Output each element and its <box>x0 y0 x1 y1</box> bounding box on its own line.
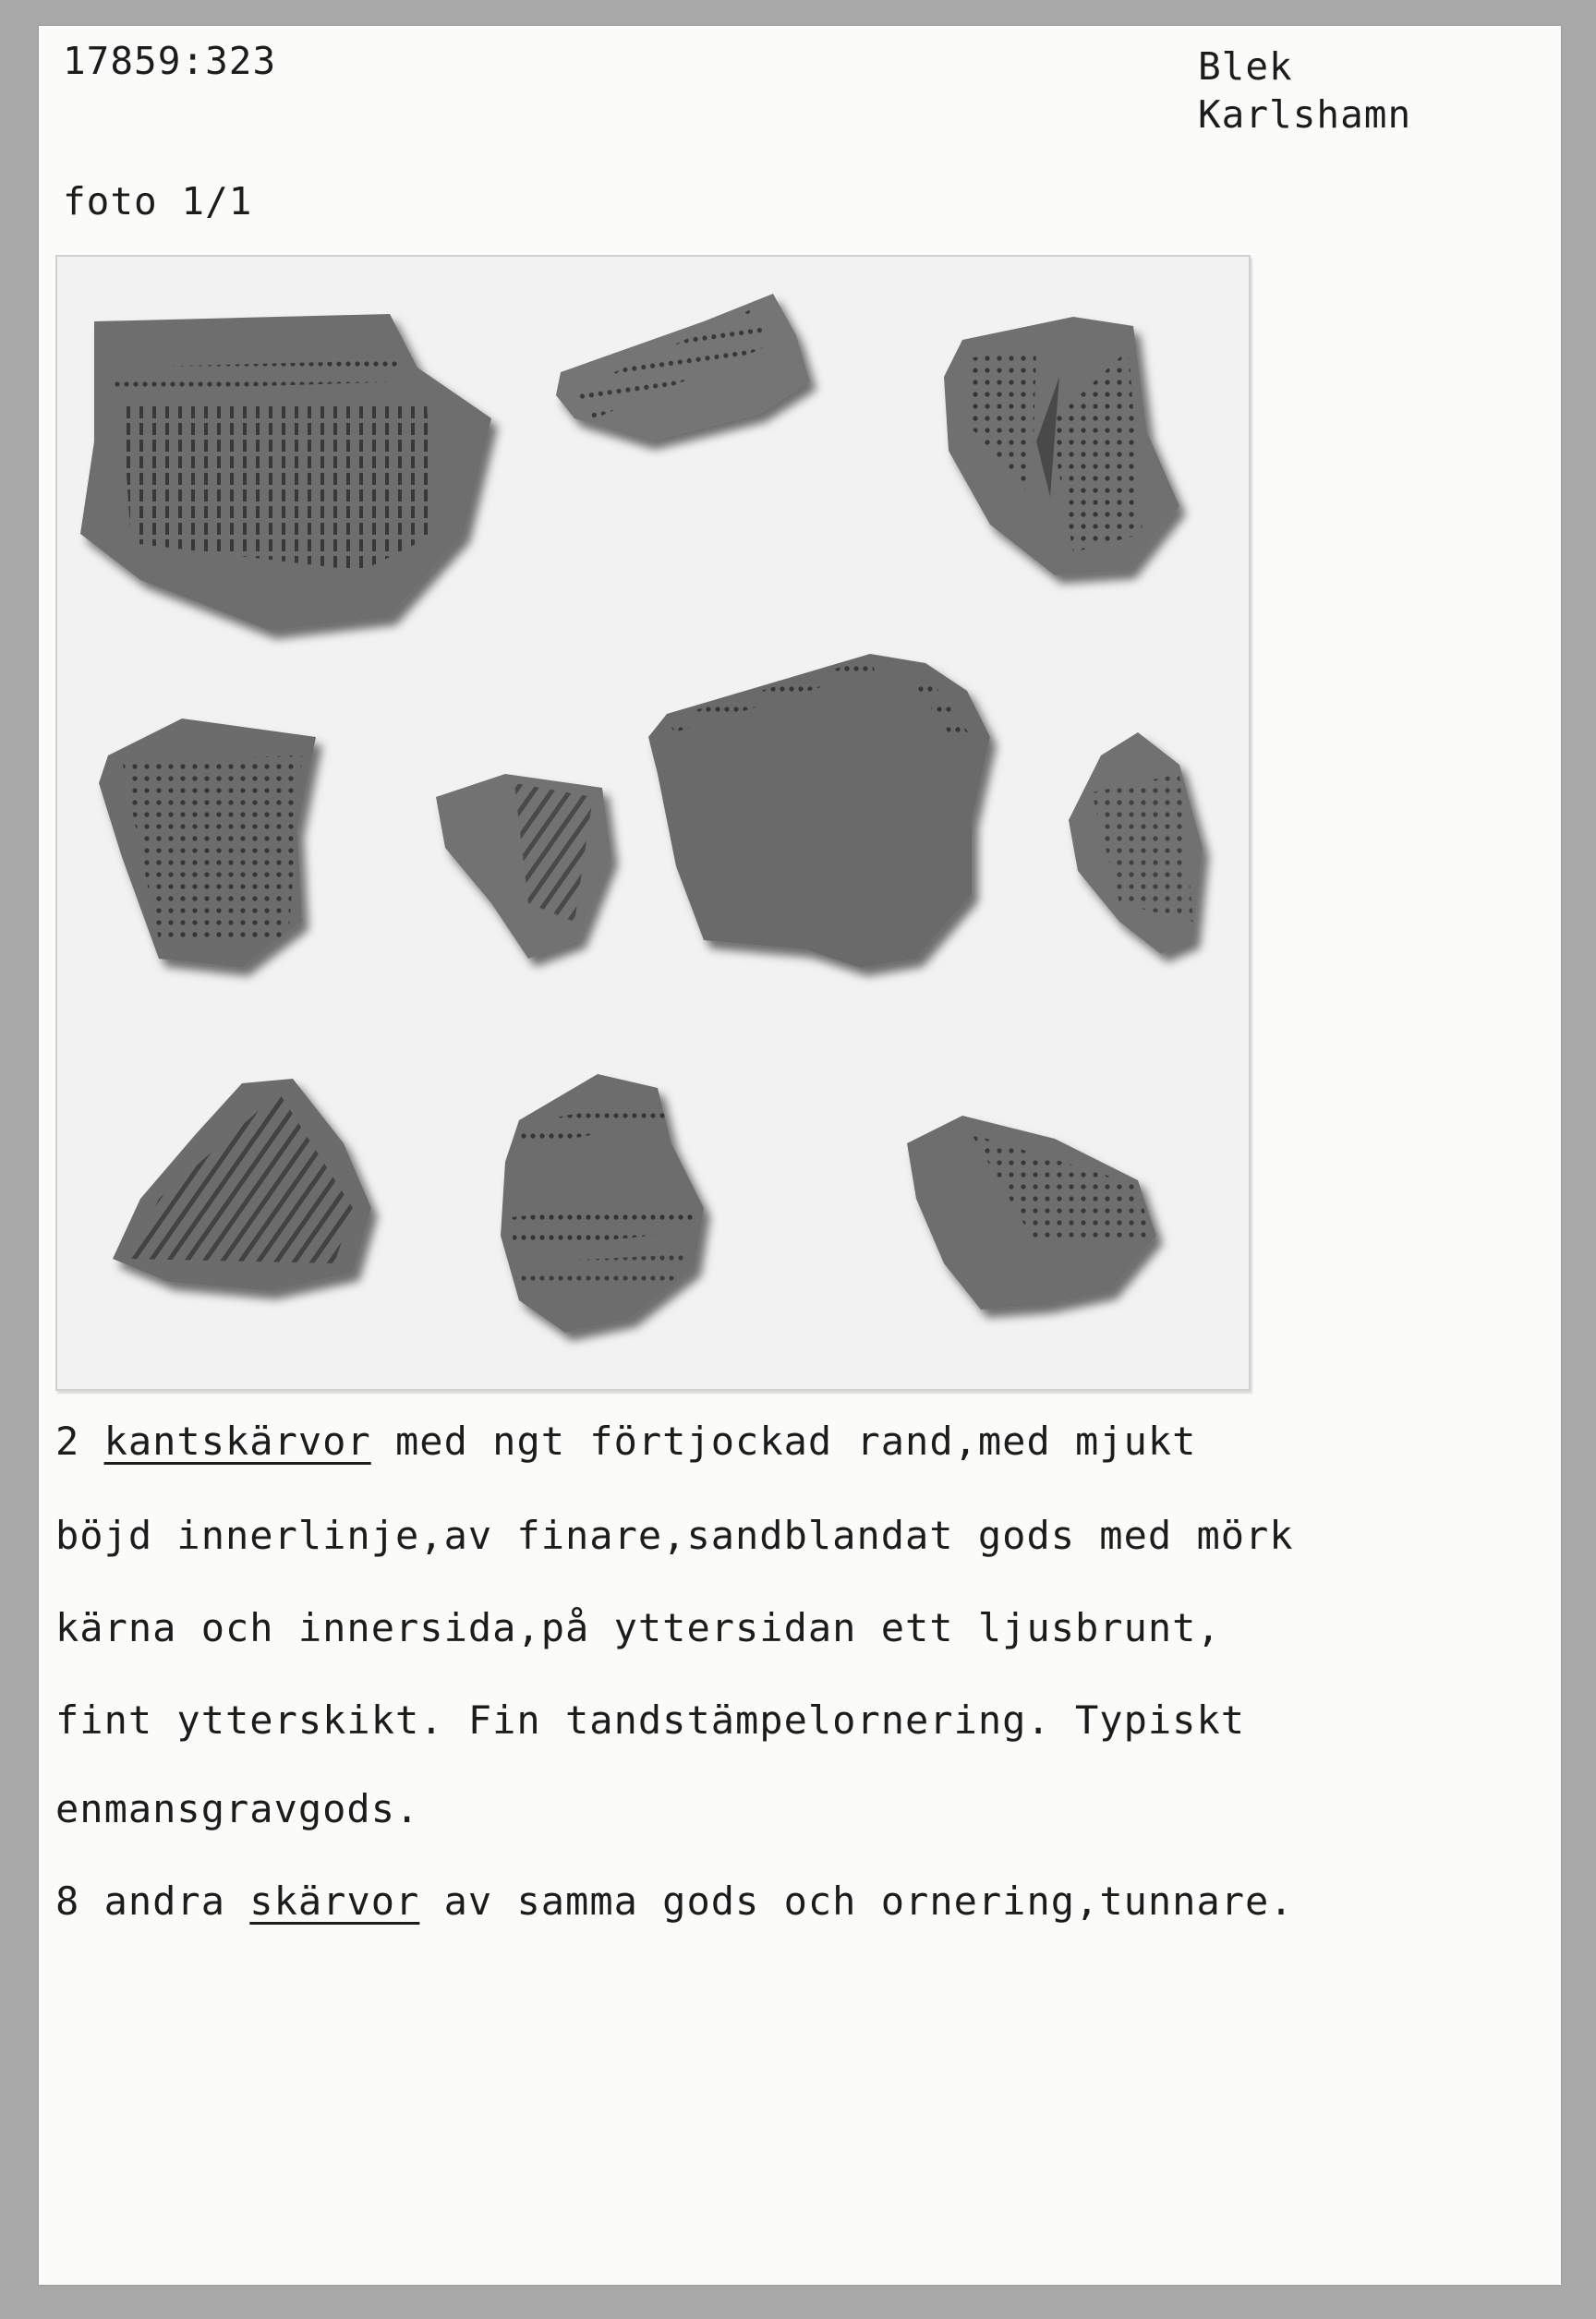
catalog-card <box>39 26 1561 2285</box>
sherd-10 <box>907 1116 1156 1310</box>
sherd-4 <box>99 719 316 968</box>
sherd-2 <box>556 294 810 441</box>
sherd-6 <box>648 654 990 968</box>
description-line-1: 2 kantskärvor med ngt förtjockad rand,med mjukt <box>55 1419 1197 1464</box>
sherds-photograph <box>55 255 1251 1391</box>
photo-scale-label: foto 1/1 <box>63 179 253 223</box>
sherd-8 <box>113 1079 371 1291</box>
place-label: Karlshamn <box>1198 92 1412 137</box>
region-label: Blek <box>1198 44 1293 89</box>
description-line-3: kärna och innersida,på yttersidan ett ljusbrunt, <box>55 1605 1221 1650</box>
sherd-7 <box>1069 732 1203 954</box>
sherd-5 <box>436 774 611 959</box>
sherd-9 <box>501 1074 704 1333</box>
description-line-2: böjd innerlinje,av finare,sandblandat gods med mörk <box>55 1513 1294 1558</box>
description-line-5: enmansgravgods. <box>55 1786 420 1831</box>
description-line-4: fint ytterskikt. Fin tandstämpelornering. Typiskt <box>55 1697 1246 1743</box>
underlined-term-kantskarvor: kantskärvor <box>103 1419 371 1464</box>
catalog-number: 17859:323 <box>63 39 277 83</box>
description-line-6: 8 andra skärvor av samma gods och ornering,tunnare. <box>55 1878 1294 1924</box>
sherd-1 <box>80 314 491 631</box>
sherds-illustration <box>57 257 1249 1389</box>
underlined-term-skarvor: skärvor <box>249 1878 420 1924</box>
sherd-3 <box>944 317 1179 575</box>
